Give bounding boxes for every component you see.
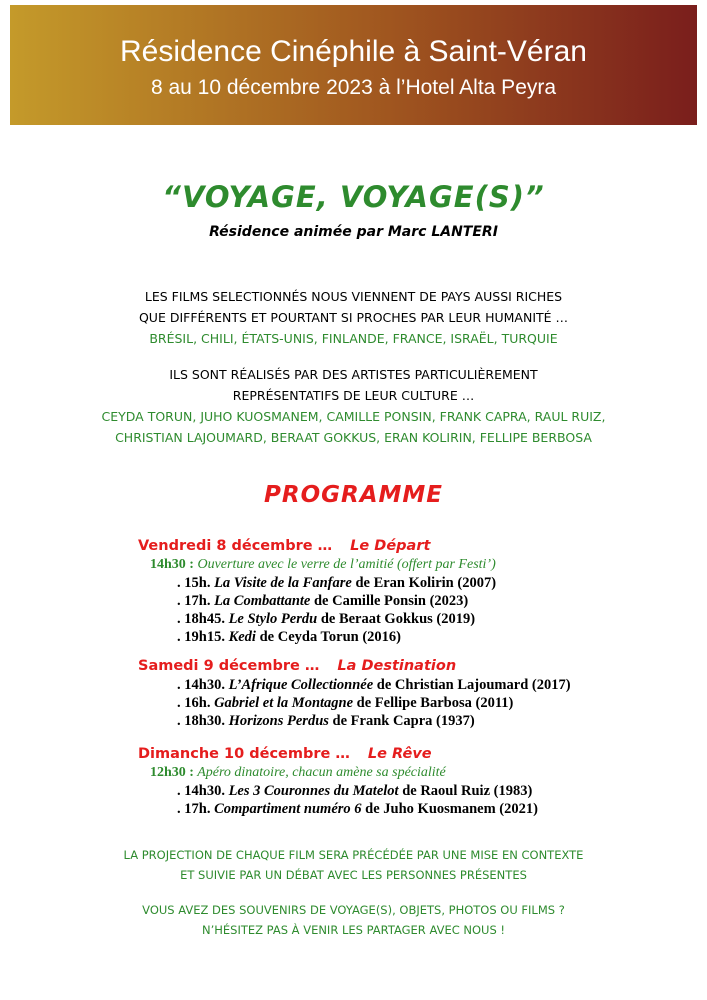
film-director: de Ceyda Torun (2016) [259, 629, 401, 645]
film-time: . 17h. [177, 593, 211, 609]
film-title: Le Stylo Perdu [228, 611, 318, 627]
film-director: de Eran Kolirin (2007) [355, 575, 497, 591]
film-director: de Juho Kuosmanem (2021) [365, 801, 538, 817]
main-title: “VOYAGE, VOYAGE(S)” [162, 180, 545, 214]
day-theme: Le Rêve [367, 746, 432, 762]
film-time: . 16h. [177, 695, 211, 711]
film-director: de Beraat Gokkus (2019) [320, 611, 476, 627]
day-event-1 [150, 557, 496, 573]
day-heading-2 [138, 658, 456, 674]
intro-countries-block [0, 286, 707, 349]
day-theme: Le Départ [350, 538, 431, 554]
film-entry [177, 801, 538, 818]
intro-directors-block [0, 364, 707, 448]
film-director: de Camille Ponsin (2023) [313, 593, 469, 609]
programme-title: PROGRAMME [264, 482, 443, 508]
footer-line-3: VOUS AVEZ DES SOUVENIRS DE VOYAGE(S), OBJETS, PHOTOS OU FILMS ? [142, 903, 565, 917]
film-entry [177, 611, 475, 628]
day-heading-1 [138, 538, 430, 554]
countries-list: BRÉSIL, CHILI, ÉTATS-UNIS, FINLANDE, FRANCE, ISRAËL, TURQUIE [149, 331, 558, 346]
header-subtitle: 8 au 10 décembre 2023 à l’Hotel Alta Peyra [150, 76, 557, 99]
intro-line-3: ILS SONT RÉALISÉS PAR DES ARTISTES PARTICULIÈREMENT [169, 367, 538, 382]
event-text: Ouverture avec le verre de l’amitié (offert par Festi’) [197, 557, 496, 572]
day-event-3 [150, 765, 446, 781]
event-time: 14h30 : [150, 557, 194, 572]
header-title: Résidence Cinéphile à Saint-Véran [120, 35, 587, 68]
film-title: La Combattante [214, 593, 311, 609]
film-entry [177, 629, 401, 646]
film-title: Gabriel et la Montagne [214, 695, 354, 711]
film-entry [177, 677, 571, 694]
film-director: de Raoul Ruiz (1983) [402, 783, 533, 799]
footer-invitation [0, 900, 707, 940]
film-title: Horizons Perdus [228, 713, 329, 729]
film-title: L’Afrique Collectionnée [228, 677, 374, 693]
film-time: . 18h45. [177, 611, 225, 627]
header-banner [10, 5, 697, 125]
film-entry [177, 575, 496, 592]
film-entry [177, 713, 475, 730]
film-time: . 14h30. [177, 783, 225, 799]
film-title: Kedi [228, 629, 256, 645]
film-director: de Frank Capra (1937) [332, 713, 475, 729]
day-date: Samedi 9 décembre … [138, 658, 320, 674]
intro-line-2: QUE DIFFÉRENTS ET POURTANT SI PROCHES PAR LEUR HUMANITÉ … [138, 310, 569, 325]
film-entry [177, 695, 513, 712]
film-title: Les 3 Couronnes du Matelot [228, 783, 399, 799]
event-text: Apéro dinatoire, chacun amène sa spécialité [197, 765, 446, 780]
day-heading-3 [138, 746, 432, 762]
footer-line-2: ET SUIVIE PAR UN DÉBAT AVEC LES PERSONNES PRÉSENTES [180, 868, 527, 882]
intro-line-4: REPRÉSENTATIFS DE LEUR CULTURE … [232, 388, 475, 403]
film-director: de Christian Lajoumard (2017) [376, 677, 571, 693]
film-time: . 17h. [177, 801, 211, 817]
film-entry [177, 783, 532, 800]
day-theme: La Destination [337, 658, 457, 674]
film-time: . 15h. [177, 575, 211, 591]
directors-list-1: CEYDA TORUN, JUHO KUOSMANEM, CAMILLE PONSIN, FRANK CAPRA, RAUL RUIZ, [101, 409, 606, 424]
intro-line-1: LES FILMS SELECTIONNÉS NOUS VIENNENT DE PAYS AUSSI RICHES [144, 289, 563, 304]
film-title: La Visite de la Fanfare [214, 575, 352, 591]
event-time: 12h30 : [150, 765, 194, 780]
film-director: de Fellipe Barbosa (2011) [356, 695, 514, 711]
footer-line-1: LA PROJECTION DE CHAQUE FILM SERA PRÉCÉDÉE PAR UNE MISE EN CONTEXTE [123, 848, 584, 862]
host-line: Résidence animée par Marc LANTERI [209, 224, 498, 240]
film-time: . 18h30. [177, 713, 225, 729]
footer-line-4: N’HÉSITEZ PAS À VENIR LES PARTAGER AVEC NOUS ! [201, 923, 506, 937]
film-title: Compartiment numéro 6 [214, 801, 362, 817]
film-entry [177, 593, 468, 610]
film-time: . 19h15. [177, 629, 225, 645]
directors-list-2: CHRISTIAN LAJOUMARD, BERAAT GOKKUS, ERAN KOLIRIN, FELLIPE BERBOSA [115, 430, 592, 445]
day-date: Vendredi 8 décembre … [138, 538, 333, 554]
day-date: Dimanche 10 décembre … [138, 746, 350, 762]
footer-context-note [0, 845, 707, 885]
film-time: . 14h30. [177, 677, 225, 693]
